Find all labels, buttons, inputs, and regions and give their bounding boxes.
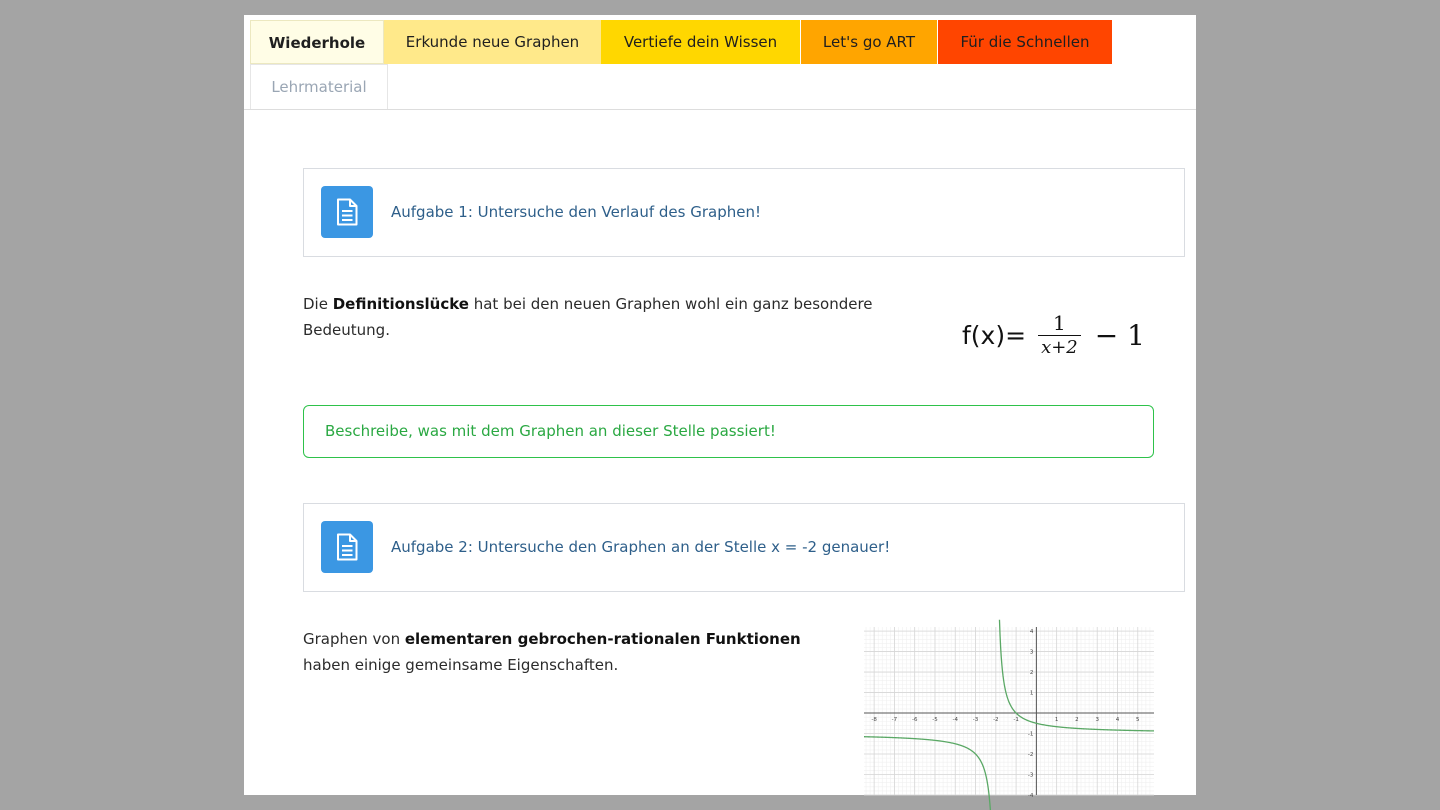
x-tick-label: 5 (1136, 717, 1140, 724)
x-tick-label: 1 (1054, 717, 1059, 724)
x-tick-label: -1 (1013, 717, 1019, 724)
y-tick-label: -1 (1027, 731, 1034, 738)
tab-lehrmaterial[interactable]: Lehrmaterial (250, 64, 388, 109)
x-tick-label: -7 (891, 717, 898, 724)
task-2-label[interactable]: Aufgabe 2: Untersuche den Graphen an der Stelle x = -2 genauer! (391, 538, 891, 556)
formula-denominator: x+2 (1038, 335, 1081, 360)
x-tick-label: 3 (1095, 717, 1099, 724)
function-formula (962, 305, 1145, 365)
document-icon (321, 186, 373, 238)
intro-bold-term: Definitionslücke (332, 295, 469, 313)
properties-paragraph (303, 626, 848, 678)
x-tick-label: -8 (871, 717, 877, 724)
y-tick-label: -4 (1027, 793, 1034, 799)
formula-fraction (1038, 311, 1081, 360)
x-tick-label: 2 (1075, 717, 1079, 724)
formula-numerator: 1 (1053, 310, 1066, 335)
tab-bar (244, 15, 1196, 110)
tab-erkunde[interactable]: Erkunde neue Graphen (384, 20, 601, 64)
x-tick-label: 4 (1115, 717, 1120, 724)
task-2-box[interactable] (303, 503, 1185, 592)
page (244, 15, 1196, 799)
tab-vertiefe[interactable]: Vertiefe dein Wissen (601, 20, 800, 64)
task-1-box[interactable] (303, 168, 1185, 257)
properties-text-post: haben einige gemeinsame Eigenschaften. (303, 656, 619, 674)
intro-paragraph (303, 291, 903, 343)
properties-text-pre: Graphen von (303, 630, 405, 648)
y-tick-label: 3 (1029, 649, 1034, 656)
y-tick-label: 2 (1029, 670, 1034, 677)
hint-box (303, 405, 1154, 458)
x-tick-label: -6 (911, 717, 918, 724)
function-graph (864, 627, 1154, 799)
hint-text: Beschreibe, was mit dem Graphen an dieser Stelle passiert! (325, 422, 776, 440)
y-tick-label: 4 (1029, 629, 1034, 636)
properties-bold-term: elementaren gebrochen-rationalen Funktionen (404, 630, 801, 648)
tab-fuer-die-schnellen[interactable]: Für die Schnellen (938, 20, 1112, 64)
tab-wiederhole[interactable]: Wiederhole (250, 20, 384, 64)
formula-lhs: f(x)= (962, 320, 1027, 350)
x-tick-label: -4 (952, 717, 959, 724)
intro-text-post: hat bei den neuen Graphen wohl ein ganz besondere Bedeutung. (303, 295, 873, 339)
x-tick-label: -3 (972, 717, 979, 724)
x-tick-label: -5 (932, 717, 938, 724)
intro-text-pre: Die (303, 295, 333, 313)
y-tick-label: -3 (1027, 772, 1034, 779)
document-icon (321, 521, 373, 573)
y-tick-label: -2 (1027, 752, 1034, 759)
x-tick-label: -2 (993, 717, 999, 724)
tab-lets-go-art[interactable]: Let's go ART (801, 20, 937, 64)
formula-rest: − 1 (1094, 318, 1145, 352)
y-tick-label: 1 (1029, 690, 1034, 697)
task-1-label[interactable]: Aufgabe 1: Untersuche den Verlauf des Graphen! (391, 203, 762, 221)
curve-branch-left (864, 737, 993, 810)
